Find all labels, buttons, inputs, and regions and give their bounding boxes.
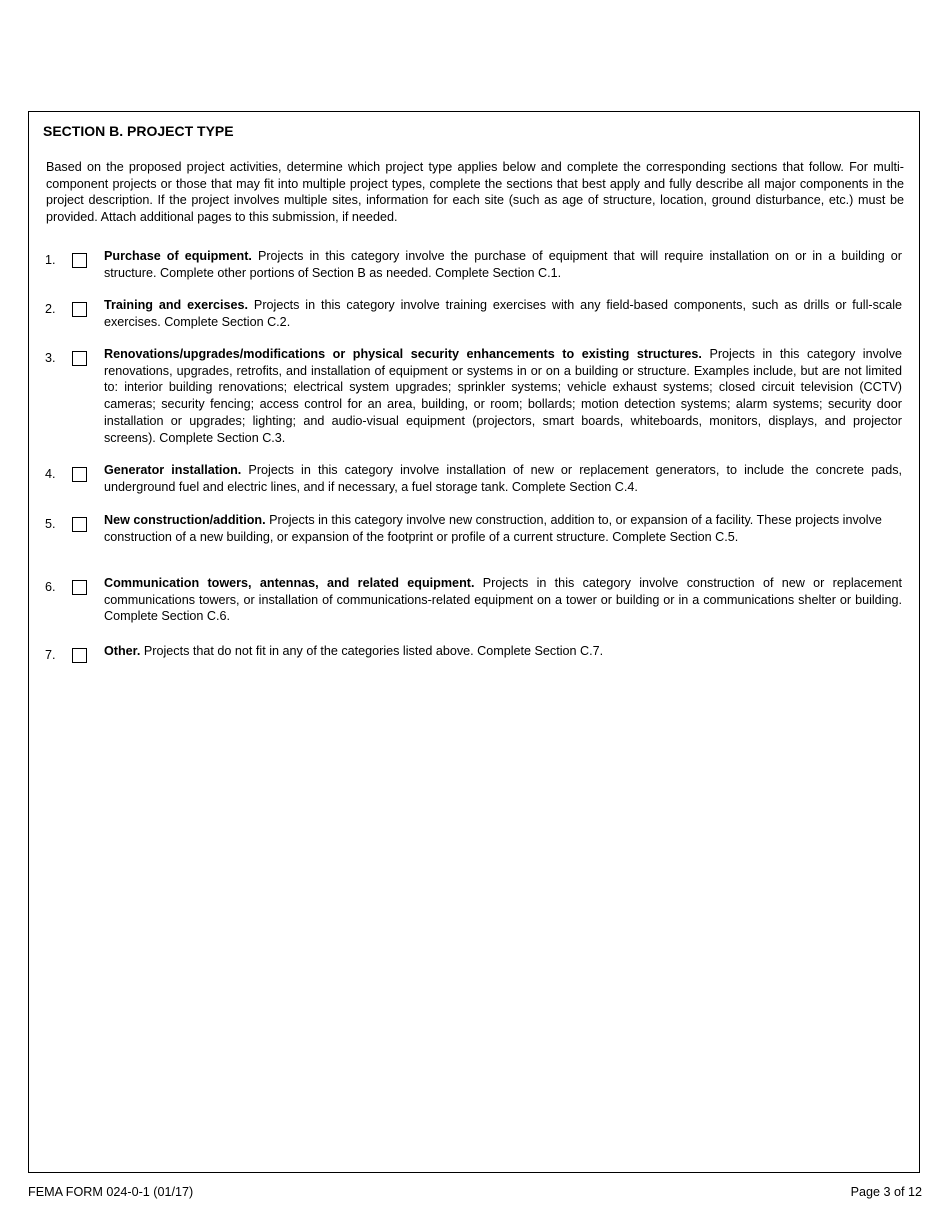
project-type-checkbox-3[interactable] xyxy=(72,351,87,366)
project-type-checkbox-7[interactable] xyxy=(72,648,87,663)
item-number: 5. xyxy=(45,517,56,531)
item-number: 7. xyxy=(45,648,56,662)
item-number: 6. xyxy=(45,580,56,594)
item-text: Projects in this category involve the purchase of equipment that will require installation on or in a building or structure. Complete other portions of Section B as needed. Complete Section C.1. xyxy=(104,249,902,280)
item-description xyxy=(104,643,902,660)
item-text: Projects in this category involve construction of new or replacement communications towers, or installation of communications-related equipment on a tower or building or in a communications shelter or building. Complete Section C.6. xyxy=(104,576,902,624)
item-heading: Generator installation. xyxy=(104,463,242,477)
project-type-checkbox-4[interactable] xyxy=(72,467,87,482)
item-number: 1. xyxy=(45,253,56,267)
item-heading: Training and exercises. xyxy=(104,298,249,312)
item-description xyxy=(104,512,884,545)
item-description xyxy=(104,297,902,330)
item-description xyxy=(104,575,902,625)
item-description xyxy=(104,462,902,495)
item-description xyxy=(104,248,902,281)
project-type-checkbox-2[interactable] xyxy=(72,302,87,317)
item-number: 2. xyxy=(45,302,56,316)
item-heading: Purchase of equipment. xyxy=(104,249,252,263)
item-number: 3. xyxy=(45,351,56,365)
item-heading: New construction/addition. xyxy=(104,513,266,527)
project-type-checkbox-6[interactable] xyxy=(72,580,87,595)
project-type-checkbox-5[interactable] xyxy=(72,517,87,532)
project-type-checkbox-1[interactable] xyxy=(72,253,87,268)
item-text: Projects that do not fit in any of the categories listed above. Complete Section C.7. xyxy=(140,644,604,658)
form-id: FEMA FORM 024-0-1 (01/17) xyxy=(28,1185,194,1199)
item-heading: Communication towers, antennas, and related equipment. xyxy=(104,576,475,590)
item-number: 4. xyxy=(45,467,56,481)
item-heading: Renovations/upgrades/modifications or physical security enhancements to existing structures. xyxy=(104,347,702,361)
item-heading: Other. xyxy=(104,644,141,658)
item-description xyxy=(104,346,902,446)
page-number: Page 3 of 12 xyxy=(850,1185,922,1199)
item-text: Projects in this category involve new construction, addition to, or expansion of a facility. These projects involve construction of a new building, or expansion of the footprint or profile of a current structure. Complete Section C.5. xyxy=(104,513,882,544)
item-text: Projects in this category involve installation of new or replacement generators, to include the concrete pads, underground fuel and electric lines, and if necessary, a fuel storage tank. Complete Section C.4. xyxy=(104,463,902,494)
item-text: Projects in this category involve renovations, upgrades, retrofits, and installation of equipment or systems in or on a building or structure. Examples include, but are not limited to: interior building renovations; electrical system upgrades; sprinkler systems; vehicle exhaust systems; closed circuit television (CCTV) cameras; security fencing; access control for an area, building, or room; bollards; motion detection systems; alarm systems; security door installation or upgrades; lighting; and audio-visual equipment (projectors, smart boards, whiteboards, monitors, displays, and projector screens). Complete Section C.3. xyxy=(104,347,902,445)
section-title: SECTION B. PROJECT TYPE xyxy=(43,123,234,139)
item-text: Projects in this category involve training exercises with any field-based components, such as drills or full-scale exercises. Complete Section C.2. xyxy=(104,298,902,329)
section-b-box xyxy=(28,111,920,1173)
section-intro: Based on the proposed project activities, determine which project type applies below and complete the corresponding sections that follow. For multi-component projects or those that may fit into multiple project types, complete the sections that best apply and fully describe all major components in the project description. If the project involves multiple sites, information for each site (such as age of structure, location, ground disturbance, etc.) must be provided. Attach additional pages to this submission, if needed. xyxy=(46,160,904,225)
